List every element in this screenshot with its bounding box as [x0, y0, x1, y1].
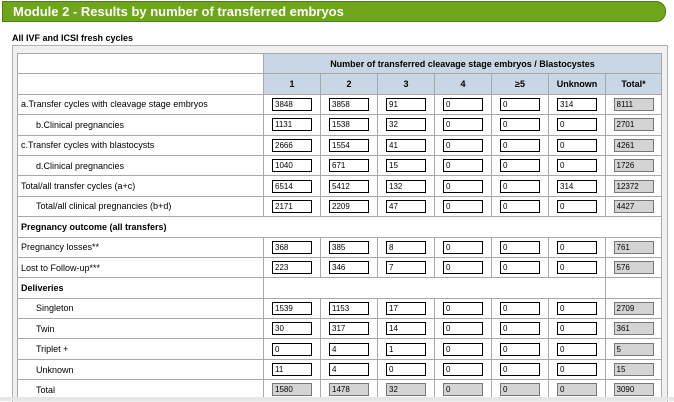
- value-cell: [435, 237, 492, 257]
- table-row: [18, 115, 662, 135]
- value-cell: [549, 257, 606, 277]
- count-input-3[interactable]: [386, 261, 426, 274]
- count-input-1[interactable]: [272, 363, 312, 376]
- column-header-4: 4: [435, 74, 492, 94]
- value-cell: [264, 94, 321, 114]
- value-cell: [321, 135, 378, 155]
- count-input-4[interactable]: [443, 241, 483, 254]
- count-input-unknown[interactable]: [557, 363, 597, 376]
- table-row: [18, 339, 662, 359]
- row-label: Total: [18, 380, 264, 400]
- value-cell: [549, 94, 606, 114]
- value-cell: [549, 298, 606, 318]
- section-subtitle: All IVF and ICSI fresh cycles: [12, 33, 134, 43]
- count-input-1[interactable]: [272, 241, 312, 254]
- value-cell: [549, 115, 606, 135]
- row-label: Unknown: [18, 359, 264, 379]
- count-input-3[interactable]: [386, 343, 426, 356]
- value-cell: [321, 196, 378, 216]
- table-row: [18, 155, 662, 175]
- count-input-5-plus[interactable]: [500, 200, 540, 213]
- count-input-unknown[interactable]: [557, 118, 597, 131]
- value-cell: [435, 155, 492, 175]
- value-cell: [378, 135, 435, 155]
- value-cell: [435, 196, 492, 216]
- count-input-5-plus[interactable]: [500, 139, 540, 152]
- count-input-unknown[interactable]: [557, 200, 597, 213]
- count-input-5-plus[interactable]: [500, 241, 540, 254]
- value-cell: [321, 339, 378, 359]
- count-input-unknown[interactable]: [557, 302, 597, 315]
- value-cell: [549, 237, 606, 257]
- results-table: [17, 53, 662, 401]
- count-input-unknown[interactable]: [557, 180, 597, 193]
- count-input-5-plus[interactable]: [500, 302, 540, 315]
- value-cell: [264, 176, 321, 196]
- count-input-4[interactable]: [443, 200, 483, 213]
- table-row: [18, 278, 662, 298]
- count-input-5-plus[interactable]: [500, 261, 540, 274]
- value-cell: [492, 237, 549, 257]
- value-cell: [492, 135, 549, 155]
- value-cell: [378, 359, 435, 379]
- total-cell: [606, 359, 662, 379]
- row-label: b.Clinical pregnancies: [18, 115, 264, 135]
- value-cell: [378, 257, 435, 277]
- column-header-3: 3: [378, 74, 435, 94]
- value-cell: [549, 196, 606, 216]
- table-row: [18, 237, 662, 257]
- count-input-4[interactable]: [443, 363, 483, 376]
- count-input-unknown[interactable]: [557, 322, 597, 335]
- value-cell: [549, 135, 606, 155]
- value-cell: [378, 115, 435, 135]
- value-cell: [321, 94, 378, 114]
- value-cell: [435, 176, 492, 196]
- count-input-unknown[interactable]: [557, 343, 597, 356]
- table-row: [18, 359, 662, 379]
- row-label: Total/all clinical pregnancies (b+d): [18, 196, 264, 216]
- table-body: [18, 94, 662, 400]
- header-blank-cell: [18, 54, 264, 74]
- count-input-2[interactable]: [329, 261, 369, 274]
- table-row: [18, 176, 662, 196]
- value-cell: [492, 298, 549, 318]
- count-input-1[interactable]: [272, 322, 312, 335]
- count-input-3[interactable]: [386, 159, 426, 172]
- count-input-1[interactable]: [272, 180, 312, 193]
- count-input-unknown[interactable]: [557, 139, 597, 152]
- module-title: Module 2 - Results by number of transferred embryos: [13, 4, 344, 19]
- total-field: [614, 200, 654, 213]
- count-input-5-plus[interactable]: [500, 322, 540, 335]
- table-row: [18, 196, 662, 216]
- value-cell: [549, 359, 606, 379]
- count-input-5-plus[interactable]: [500, 363, 540, 376]
- total-field: [614, 343, 654, 356]
- count-input-5-plus[interactable]: [500, 159, 540, 172]
- row-label: Lost to Follow-up***: [18, 257, 264, 277]
- count-input-unknown[interactable]: [557, 159, 597, 172]
- value-cell: [435, 359, 492, 379]
- module-title-banner: [2, 1, 666, 22]
- row-label: Pregnancy losses**: [18, 237, 264, 257]
- row-label: Pregnancy outcome (all transfers): [18, 217, 662, 237]
- value-cell: [492, 155, 549, 175]
- count-input-2[interactable]: [329, 363, 369, 376]
- row-label: Singleton: [18, 298, 264, 318]
- value-cell: [264, 298, 321, 318]
- column-header-total: Total*: [606, 74, 662, 94]
- total-field: [614, 180, 654, 193]
- value-cell: [549, 176, 606, 196]
- count-input-1[interactable]: [272, 343, 312, 356]
- count-input-5-plus[interactable]: [500, 343, 540, 356]
- value-cell: [264, 155, 321, 175]
- count-input-3[interactable]: [386, 363, 426, 376]
- value-cell: [264, 319, 321, 339]
- total-cell: [606, 196, 662, 216]
- total-cell: [606, 257, 662, 277]
- column-header-blank-cell: [18, 74, 264, 94]
- value-cell: [549, 339, 606, 359]
- count-input-3[interactable]: [386, 180, 426, 193]
- count-input-2[interactable]: [329, 118, 369, 131]
- count-input-2: [329, 383, 369, 396]
- value-cell: [321, 359, 378, 379]
- value-cell: [378, 176, 435, 196]
- count-input-3[interactable]: [386, 322, 426, 335]
- count-input-1: [272, 383, 312, 396]
- column-header-5-plus: ≥5: [492, 74, 549, 94]
- total-cell: [606, 237, 662, 257]
- count-input-1[interactable]: [272, 118, 312, 131]
- value-cell: [435, 94, 492, 114]
- total-field: [614, 139, 654, 152]
- value-cell: [321, 115, 378, 135]
- count-input-2[interactable]: [329, 98, 369, 111]
- row-label: Deliveries: [18, 278, 264, 298]
- total-field: [614, 383, 654, 396]
- count-input-1[interactable]: [272, 159, 312, 172]
- total-cell: [606, 135, 662, 155]
- count-input-1[interactable]: [272, 139, 312, 152]
- table-row: [18, 94, 662, 114]
- count-input-4[interactable]: [443, 98, 483, 111]
- value-cell: [378, 298, 435, 318]
- value-cell: [264, 359, 321, 379]
- count-input-1[interactable]: [272, 200, 312, 213]
- column-header-unknown: Unknown: [549, 74, 606, 94]
- value-cell: [492, 257, 549, 277]
- value-cell: [378, 339, 435, 359]
- column-header-1: 1: [264, 74, 321, 94]
- count-input-2[interactable]: [329, 159, 369, 172]
- count-input-4[interactable]: [443, 261, 483, 274]
- total-field: [614, 118, 654, 131]
- row-label: Triplet +: [18, 339, 264, 359]
- count-input-2[interactable]: [329, 180, 369, 193]
- table-row: [18, 135, 662, 155]
- value-cell: [378, 94, 435, 114]
- value-cell: [435, 135, 492, 155]
- value-cell: [264, 196, 321, 216]
- column-header-2: 2: [321, 74, 378, 94]
- count-input-unknown[interactable]: [557, 241, 597, 254]
- horizontal-scrollbar[interactable]: [0, 397, 674, 401]
- count-input-1[interactable]: [272, 98, 312, 111]
- count-input-3[interactable]: [386, 98, 426, 111]
- empty-cell: [606, 278, 662, 298]
- count-input-3[interactable]: [386, 200, 426, 213]
- value-cell: [378, 155, 435, 175]
- row-label: c.Transfer cycles with blastocysts: [18, 135, 264, 155]
- total-cell: [606, 298, 662, 318]
- total-cell: [606, 319, 662, 339]
- table-row: [18, 217, 662, 237]
- table-row: [18, 257, 662, 277]
- count-input-4[interactable]: [443, 180, 483, 193]
- count-input-3[interactable]: [386, 302, 426, 315]
- count-input-unknown[interactable]: [557, 261, 597, 274]
- count-input-2[interactable]: [329, 343, 369, 356]
- total-cell: [606, 339, 662, 359]
- total-field: [614, 241, 654, 254]
- count-input-4[interactable]: [443, 322, 483, 335]
- value-cell: [435, 298, 492, 318]
- count-input-2[interactable]: [329, 302, 369, 315]
- total-field: [614, 322, 654, 335]
- count-input-3[interactable]: [386, 118, 426, 131]
- count-input-4[interactable]: [443, 139, 483, 152]
- value-cell: [378, 319, 435, 339]
- count-input-4[interactable]: [443, 302, 483, 315]
- total-cell: [606, 155, 662, 175]
- count-input-1[interactable]: [272, 261, 312, 274]
- count-input-4[interactable]: [443, 118, 483, 131]
- count-input-4: [443, 383, 483, 396]
- value-cell: [321, 176, 378, 196]
- value-cell: [321, 155, 378, 175]
- count-input-2[interactable]: [329, 241, 369, 254]
- value-cell: [492, 319, 549, 339]
- total-cell: [606, 176, 662, 196]
- value-cell: [492, 196, 549, 216]
- count-input-3[interactable]: [386, 139, 426, 152]
- count-input-5-plus[interactable]: [500, 118, 540, 131]
- value-cell: [264, 237, 321, 257]
- total-field: [614, 302, 654, 315]
- value-cell: [264, 135, 321, 155]
- count-input-unknown[interactable]: [557, 98, 597, 111]
- group-header: Number of transferred cleavage stage embryos / Blastocystes: [264, 54, 662, 74]
- row-label: d.Clinical pregnancies: [18, 155, 264, 175]
- count-input-2[interactable]: [329, 200, 369, 213]
- count-input-2[interactable]: [329, 322, 369, 335]
- total-field: [614, 98, 654, 111]
- value-cell: [321, 257, 378, 277]
- row-label: a.Transfer cycles with cleavage stage embryos: [18, 94, 264, 114]
- table-row: [18, 298, 662, 318]
- value-cell: [378, 196, 435, 216]
- value-cell: [321, 298, 378, 318]
- count-input-5-plus[interactable]: [500, 98, 540, 111]
- value-cell: [321, 319, 378, 339]
- value-cell: [321, 237, 378, 257]
- value-cell: [264, 339, 321, 359]
- value-cell: [435, 339, 492, 359]
- value-cell: [435, 257, 492, 277]
- count-input-unknown: [557, 383, 597, 396]
- total-field: [614, 261, 654, 274]
- count-input-3: [386, 383, 426, 396]
- value-cell: [264, 257, 321, 277]
- count-input-2[interactable]: [329, 139, 369, 152]
- value-cell: [435, 319, 492, 339]
- row-label: Twin: [18, 319, 264, 339]
- count-input-1[interactable]: [272, 302, 312, 315]
- value-cell: [492, 339, 549, 359]
- value-cell: [378, 237, 435, 257]
- count-input-5-plus: [500, 383, 540, 396]
- value-cell: [492, 115, 549, 135]
- total-cell: [606, 94, 662, 114]
- table-row: [18, 319, 662, 339]
- value-cell: [435, 115, 492, 135]
- count-input-4[interactable]: [443, 343, 483, 356]
- total-field: [614, 159, 654, 172]
- count-input-3[interactable]: [386, 241, 426, 254]
- count-input-5-plus[interactable]: [500, 180, 540, 193]
- count-input-4[interactable]: [443, 159, 483, 172]
- total-field: [614, 363, 654, 376]
- value-cell: [549, 319, 606, 339]
- value-cell: [492, 94, 549, 114]
- row-label: Total/all transfer cycles (a+c): [18, 176, 264, 196]
- value-cell: [492, 359, 549, 379]
- value-cell: [549, 155, 606, 175]
- empty-cell: [264, 278, 606, 298]
- total-cell: [606, 115, 662, 135]
- value-cell: [492, 176, 549, 196]
- value-cell: [264, 115, 321, 135]
